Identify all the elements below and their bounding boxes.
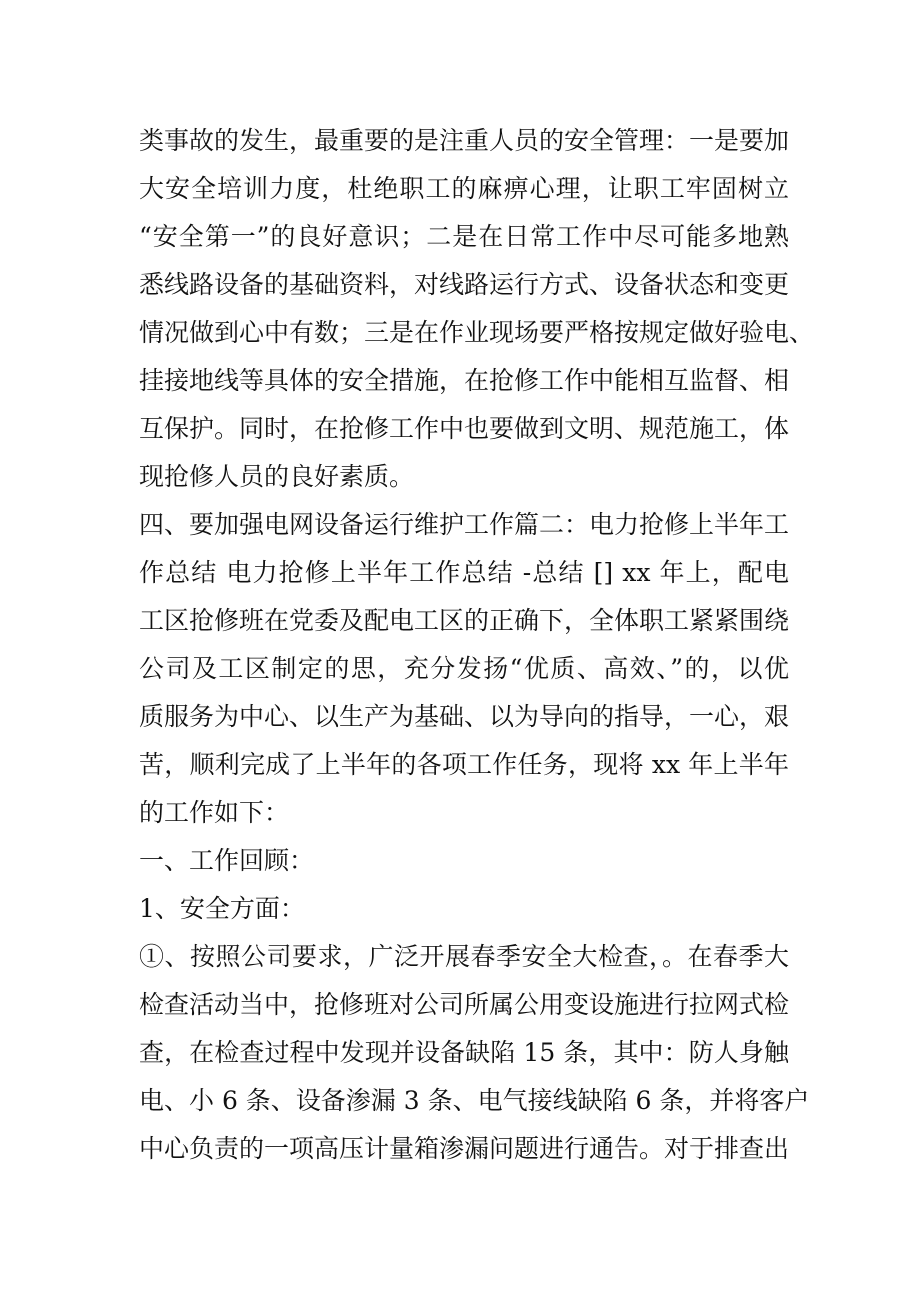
- text-line: 工区抢修班在党委及配电工区的正确下，全体职工紧紧围绕: [139, 606, 790, 635]
- text-line: 查，在检查过程中发现并设备缺陷 15 条，其中：防人身触: [139, 1038, 789, 1067]
- text-line: 检查活动当中，抢修班对公司所属公用变设施进行拉网式检: [139, 990, 790, 1019]
- text-line: 质服务为中心、以生产为基础、以为导向的指导，一心，艰: [139, 702, 790, 731]
- text-line: 情况做到心中有数；三是在作业现场要严格按规定做好验电、: [139, 318, 815, 347]
- text-line: 互保护。同时，在抢修工作中也要做到文明、规范施工，体: [139, 414, 790, 443]
- text-line: 作总结 电力抢修上半年工作总结 -总结 [] xx 年上，配电: [139, 558, 789, 587]
- text-line: 现抢修人员的良好素质。: [139, 462, 415, 491]
- text-line: 悉线路设备的基础资料，对线路运行方式、设备状态和变更: [139, 270, 790, 299]
- document-body: [139, 117, 815, 1173]
- text-line: 苦，顺利完成了上半年的各项工作任务，现将 xx 年上半年: [139, 750, 789, 779]
- text-line: 电、小 6 条、设备渗漏 3 条、电气接线缺陷 6 条，并将客户: [139, 1086, 810, 1115]
- text-line: 大安全培训力度，杜绝职工的麻痹心理，让职工牢固树立: [139, 174, 789, 203]
- text-line: 中心负责的一项高压计量箱渗漏问题进行通告。对于排查出: [139, 1134, 790, 1163]
- text-line: “安全第一”的良好意识；二是在日常工作中尽可能多地熟: [139, 222, 789, 251]
- text-line: 四、要加强电网设备运行维护工作篇二：电力抢修上半年工: [139, 510, 790, 539]
- text-line: 公司及工区制定的思，充分发扬“优质、高效、”的，以优: [139, 654, 789, 683]
- text-line: ①、按照公司要求，广泛开展春季安全大检查，。在春季大: [139, 942, 789, 971]
- text-line: 一、工作回顾：: [139, 846, 315, 875]
- text-line: 挂接地线等具体的安全措施，在抢修工作中能相互监督、相: [139, 366, 790, 395]
- text-line: 的工作如下：: [139, 798, 290, 827]
- text-line: 类事故的发生，最重要的是注重人员的安全管理：一是要加: [139, 126, 790, 155]
- text-line: 1、安全方面：: [139, 894, 305, 923]
